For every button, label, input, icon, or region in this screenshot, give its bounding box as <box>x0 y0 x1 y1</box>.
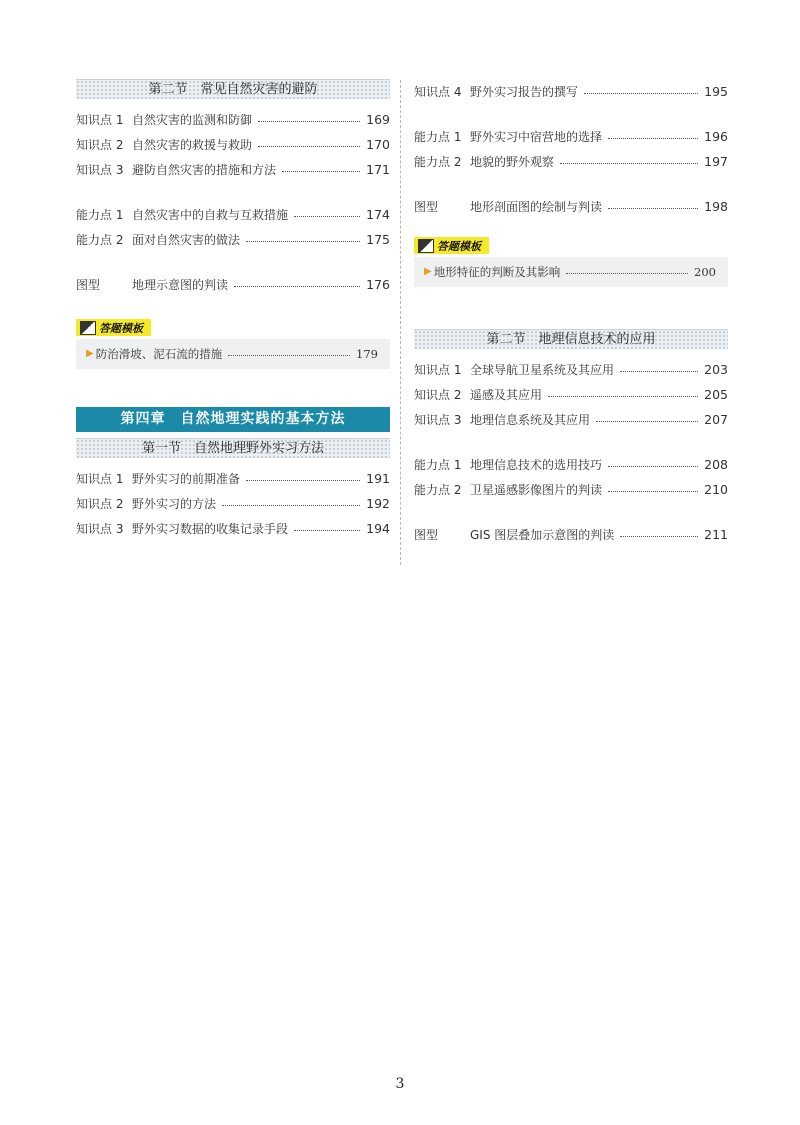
dot-leader <box>608 491 698 492</box>
dot-leader <box>620 536 698 537</box>
entry-label: 能力点 2 <box>76 233 124 247</box>
entry-label: 图型 <box>414 200 439 214</box>
entry-page: 192 <box>366 495 390 511</box>
entry-page: 207 <box>704 411 728 427</box>
dot-leader <box>608 138 698 139</box>
entry-page: 174 <box>366 207 390 222</box>
toc-entry[interactable] <box>414 477 728 502</box>
entry-page: 194 <box>366 520 390 536</box>
triangle-right-icon: ▶ <box>424 266 432 277</box>
toc-entry[interactable] <box>414 79 728 104</box>
dot-leader <box>258 121 360 122</box>
dot-leader <box>596 421 698 422</box>
answer-template-heading <box>76 319 151 336</box>
entry-title: 遥感及其应用 <box>470 387 543 402</box>
toc-entry[interactable] <box>76 227 390 252</box>
entry-title: 地形剖面图的绘制与判读 <box>470 200 603 214</box>
dot-leader <box>584 93 698 94</box>
entry-title: 地貌的野外观察 <box>470 155 555 169</box>
toc-entry[interactable] <box>76 491 390 516</box>
entry-title: GIS 图层叠加示意图的判读 <box>470 527 615 542</box>
entry-title: 野外实习中宿营地的选择 <box>470 130 603 144</box>
dot-leader <box>566 273 688 274</box>
entry-title: 面对自然灾害的做法 <box>132 233 241 247</box>
template-heading-text: 答题模板 <box>437 239 481 253</box>
entry-title: 野外实习报告的撰写 <box>470 85 579 99</box>
toc-entry[interactable] <box>414 149 728 174</box>
section-heading: 第二节 地理信息技术的应用 <box>414 329 728 349</box>
entry-label: 知识点 1 <box>76 471 124 486</box>
dot-leader <box>282 171 360 172</box>
toc-entry[interactable] <box>76 132 390 157</box>
dot-leader <box>608 466 698 467</box>
dot-leader <box>222 505 360 506</box>
entry-title: 自然灾害中的自救与互救措施 <box>132 208 289 222</box>
chapter-heading: 第四章 自然地理实践的基本方法 <box>76 407 390 432</box>
entry-label: 知识点 1 <box>76 113 124 127</box>
entry-label: 能力点 1 <box>414 457 462 472</box>
template-item: 地形特征的判断及其影响 <box>433 264 561 279</box>
dot-leader <box>548 396 698 397</box>
dot-leader <box>560 163 698 164</box>
entry-label: 知识点 4 <box>414 85 462 99</box>
template-page: 200 <box>694 264 716 279</box>
entry-page: 191 <box>366 470 390 486</box>
entry-title: 自然灾害的监测和防御 <box>132 113 253 127</box>
entry-label: 图型 <box>414 527 439 542</box>
entry-page: 197 <box>704 154 728 169</box>
dot-leader <box>228 355 350 356</box>
entry-label: 知识点 2 <box>76 138 124 152</box>
dot-leader <box>246 480 360 481</box>
entry-label: 知识点 2 <box>414 387 462 402</box>
toc-entry[interactable] <box>414 357 728 382</box>
toc-entry[interactable] <box>414 382 728 407</box>
entry-page: 175 <box>366 232 390 247</box>
entry-page: 211 <box>704 526 728 542</box>
toc-entry[interactable] <box>414 194 728 219</box>
entry-title: 地理信息技术的选用技巧 <box>470 457 603 472</box>
dot-leader <box>620 371 698 372</box>
entry-page: 170 <box>366 137 390 152</box>
template-heading-text: 答题模板 <box>99 321 143 335</box>
answer-template-heading <box>414 237 489 254</box>
template-page: 179 <box>356 346 378 361</box>
entry-page: 198 <box>704 199 728 214</box>
entry-title: 卫星遥感影像图片的判读 <box>470 482 603 497</box>
dot-leader <box>258 146 360 147</box>
dot-leader <box>234 286 360 287</box>
entry-label: 能力点 2 <box>414 155 462 169</box>
answer-template-entry[interactable] <box>414 257 728 287</box>
page-number: 3 <box>395 1076 405 1092</box>
entry-title: 地理示意图的判读 <box>132 278 229 292</box>
entry-page: 171 <box>366 162 390 177</box>
toc-entry[interactable] <box>414 407 728 432</box>
template-icon <box>418 239 434 253</box>
entry-page: 195 <box>704 84 728 99</box>
triangle-right-icon: ▶ <box>86 348 94 359</box>
section-heading: 第二节 常见自然灾害的避防 <box>76 79 390 99</box>
entry-label: 知识点 1 <box>414 362 462 377</box>
dot-leader <box>294 530 360 531</box>
toc-entry[interactable] <box>76 107 390 132</box>
entry-page: 169 <box>366 112 390 127</box>
column-divider <box>400 80 401 565</box>
entry-title: 野外实习的前期准备 <box>132 471 241 486</box>
template-icon <box>80 321 96 335</box>
toc-entry[interactable] <box>76 272 390 297</box>
entry-label: 图型 <box>76 278 101 292</box>
entry-page: 208 <box>704 456 728 472</box>
entry-label: 知识点 3 <box>76 163 124 177</box>
right-column <box>414 79 728 547</box>
toc-entry[interactable] <box>414 452 728 477</box>
dot-leader <box>246 241 360 242</box>
entry-label: 知识点 3 <box>76 521 124 536</box>
toc-entry[interactable] <box>76 516 390 541</box>
entry-title: 野外实习数据的收集记录手段 <box>132 521 289 536</box>
template-item: 防治滑坡、泥石流的措施 <box>95 346 223 361</box>
entry-title: 自然灾害的救援与救助 <box>132 138 253 152</box>
entry-page: 203 <box>704 361 728 377</box>
entry-title: 全球导航卫星系统及其应用 <box>470 362 615 377</box>
dot-leader <box>608 208 698 209</box>
entry-label: 能力点 1 <box>76 208 124 222</box>
entry-title: 避防自然灾害的措施和方法 <box>132 163 277 177</box>
entry-label: 能力点 2 <box>414 482 462 497</box>
entry-label: 能力点 1 <box>414 130 462 144</box>
entry-page: 196 <box>704 129 728 144</box>
section-heading: 第一节 自然地理野外实习方法 <box>76 438 390 458</box>
entry-label: 知识点 3 <box>414 412 462 427</box>
entry-title: 野外实习的方法 <box>132 496 217 511</box>
toc-entry[interactable] <box>76 202 390 227</box>
left-column <box>76 79 390 541</box>
entry-page: 210 <box>704 481 728 497</box>
entry-label: 知识点 2 <box>76 496 124 511</box>
toc-entry[interactable] <box>76 157 390 182</box>
entry-page: 205 <box>704 386 728 402</box>
dot-leader <box>294 216 360 217</box>
toc-entry[interactable] <box>76 466 390 491</box>
answer-template-entry[interactable] <box>76 339 390 369</box>
entry-page: 176 <box>366 277 390 292</box>
entry-title: 地理信息系统及其应用 <box>470 412 591 427</box>
toc-entry[interactable] <box>414 522 728 547</box>
toc-entry[interactable] <box>414 124 728 149</box>
